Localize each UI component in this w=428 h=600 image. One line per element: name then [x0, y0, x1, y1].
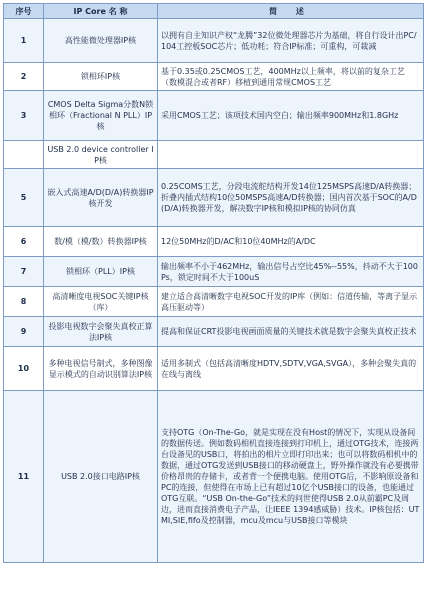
table-row	[4, 91, 424, 141]
row-name: 投影电视数字会聚失真校正算法IP核	[44, 317, 158, 347]
row-desc: 支持OTG（On-The-Go，就是实现在没有Host的情况下，实现从设备间的数据传送。例如数码相机直接连接到打印机上，通过OTG技术，连接两台设备见的USB口，将拍出的相片立即打印出来；也可以将数码相机中的数据，通过OTG发送到USB接口的移动硬盘上，野外操作就没有必要携带价格昂贵的存储卡，或者背一个便携电脑。使用OTG后，不影响原设备和PC的连接，但使得在市场上已有超过10亿个USB接口的设备，也能通过OTG互联。“USB On-the-Go”技术的问世使得USB 2.0从前霸PC及周边，进而直接消费电子产品，让IEEE 1394感威胁）技术。IP核包括：UTMI,SIE,fifo及控制器，mcu及mcu与USB接口等模块	[158, 391, 424, 563]
row-name: 多种电视信号制式，多种图像显示模式的自动识别算法IP核	[44, 347, 158, 391]
header-no: 序号	[4, 4, 44, 19]
table-row	[4, 227, 424, 257]
table-row	[4, 19, 424, 63]
table-row	[4, 63, 424, 91]
header-name: IP Core 名 称	[44, 4, 158, 19]
row-desc: 12位50MHz的D/AC和10位40MHz的A/DC	[158, 227, 424, 257]
row-no: 11	[4, 391, 44, 563]
table-row	[4, 391, 424, 563]
row-desc: 采用CMOS工艺；该项技术国内空白；输出频率900MHz和1.8GHz	[158, 91, 424, 141]
row-desc: 0.25COMS工艺，分段电流舵结构开发14位125MSPS高速D/A转换器；折叠内插式结构10位50MSPS高速A/D转换器；国内首次基于SOC的A/D(D/A)转换器开发，解决数字IP核和模拟IP核的协同仿真	[158, 169, 424, 227]
row-desc: 以拥有自主知识产权“龙腾”32位微处理器芯片为基础，将自行设计出PC/104工控板SOC芯片；低功耗；符合IP标准；可重构，可裁减	[158, 19, 424, 63]
row-name: CMOS Delta Sigma分数N锁相环（Fractional N PLL）IP核	[44, 91, 158, 141]
row-name: 高性能微处理器IP核	[44, 19, 158, 63]
row-name: 高清晰度电视SOC关键IP核（库）	[44, 287, 158, 317]
table-row	[4, 317, 424, 347]
row-no: 2	[4, 63, 44, 91]
row-desc: 输出频率不小于462MHz，输出信号占空比45%--55%，抖动不大于100Ps，锁定时间不大于100uS	[158, 257, 424, 287]
table-header	[4, 4, 424, 19]
ip-core-table	[3, 3, 424, 563]
header-desc: 简 述	[158, 4, 424, 19]
header-row	[4, 4, 424, 19]
table-row	[4, 257, 424, 287]
row-no: 10	[4, 347, 44, 391]
row-name: 锁相环（PLL）IP核	[44, 257, 158, 287]
row-name: USB 2.0接口电路IP核	[44, 391, 158, 563]
table-body	[4, 19, 424, 563]
row-no: 6	[4, 227, 44, 257]
row-name: USB 2.0 device controller IP核	[44, 141, 158, 169]
row-no: 8	[4, 287, 44, 317]
table-row	[4, 141, 424, 169]
row-no	[4, 141, 44, 169]
row-name: 嵌入式高速A/D(D/A)转换器IP核开发	[44, 169, 158, 227]
row-no: 9	[4, 317, 44, 347]
row-desc: 提高和保证CRT投影电视画面质量的关键技术就是数字会聚失真校正技术	[158, 317, 424, 347]
row-desc: 建立适合高清晰数字电视SOC开发的IP库（例如：信道传输，等离子显示高压驱动等）	[158, 287, 424, 317]
row-no: 3	[4, 91, 44, 141]
row-name: 锁相环IP核	[44, 63, 158, 91]
row-desc: 适用多制式（包括高清晰度HDTV,SDTV,VGA,SVGA），多种会聚失真的在线与离线	[158, 347, 424, 391]
row-no: 5	[4, 169, 44, 227]
row-no: 1	[4, 19, 44, 63]
row-desc	[158, 141, 424, 169]
row-desc: 基于0.35或0.25CMOS工艺，400MHz以上频率，将以前的复杂工艺（数模混合或者RF）移植到通用常规CMOS工艺	[158, 63, 424, 91]
table-row	[4, 287, 424, 317]
row-no: 7	[4, 257, 44, 287]
table-row	[4, 169, 424, 227]
table-row	[4, 347, 424, 391]
row-name: 数/模（模/数）转换器IP核	[44, 227, 158, 257]
